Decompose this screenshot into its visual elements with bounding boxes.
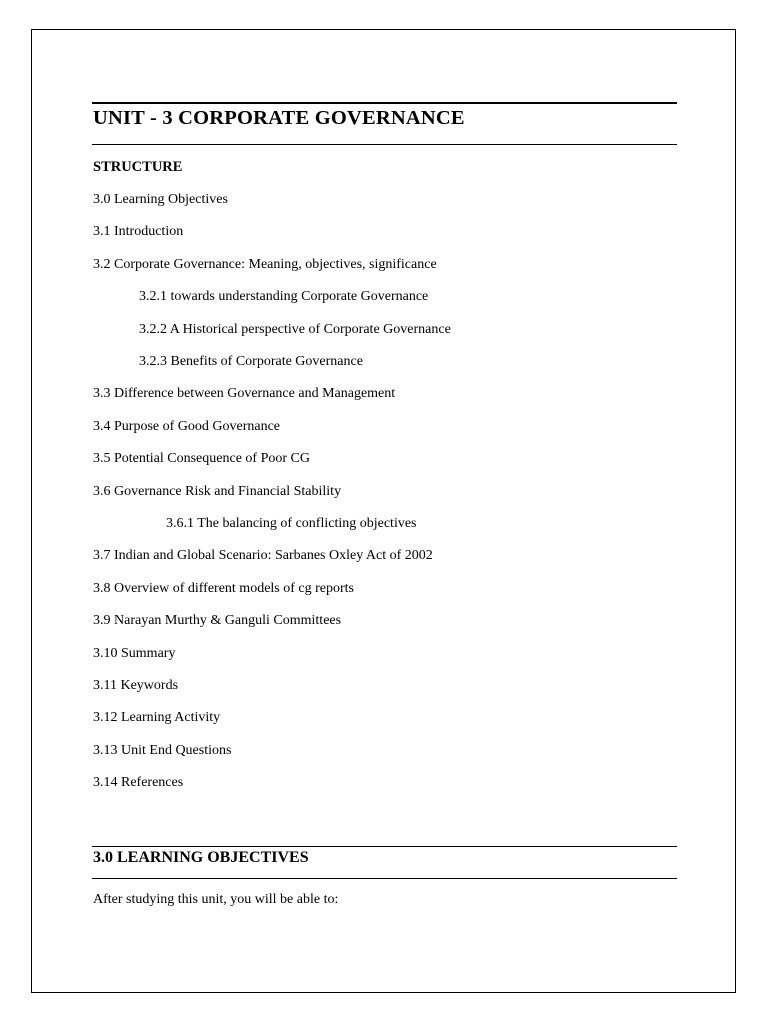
toc-item: 3.7 Indian and Global Scenario: Sarbanes Oxley Act of 2002 (93, 548, 433, 564)
toc-item: 3.8 Overview of different models of cg reports (93, 580, 354, 596)
intro-text: After studying this unit, you will be able to: (93, 892, 339, 907)
section-bottom-rule (92, 878, 677, 879)
toc-item: 3.2 Corporate Governance: Meaning, objectives, significance (93, 256, 437, 272)
toc-item: 3.11 Keywords (93, 678, 179, 693)
toc-item: 3.5 Potential Consequence of Poor CG (93, 451, 310, 467)
toc-item: 3.4 Purpose of Good Governance (93, 418, 281, 434)
toc-subitem: 3.2.3 Benefits of Corporate Governance (139, 354, 363, 369)
toc-item: 3.12 Learning Activity (93, 710, 221, 726)
toc-item: 3.6 Governance Risk and Financial Stability (93, 483, 342, 499)
toc-item: 3.1 Introduction (93, 224, 184, 240)
toc-item: 3.9 Narayan Murthy & Ganguli Committees (93, 613, 342, 629)
unit-title: UNIT - 3 CORPORATE GOVERNANCE (93, 107, 465, 129)
structure-heading: STRUCTURE (93, 159, 183, 175)
toc-subitem: 3.2.1 towards understanding Corporate Governance (139, 289, 429, 305)
learning-objectives-heading: 3.0 LEARNING OBJECTIVES (93, 849, 309, 866)
toc-item: 3.10 Summary (93, 645, 176, 661)
toc-item: 3.0 Learning Objectives (93, 192, 228, 207)
toc-subitem: 3.2.2 A Historical perspective of Corporate Governance (139, 321, 451, 337)
toc-subitem: 3.6.1 The balancing of conflicting objectives (166, 516, 417, 531)
toc-item: 3.3 Difference between Governance and Management (93, 386, 396, 402)
title-bottom-rule (92, 144, 677, 145)
toc-item: 3.14 References (93, 775, 184, 791)
toc-item: 3.13 Unit End Questions (93, 742, 232, 758)
